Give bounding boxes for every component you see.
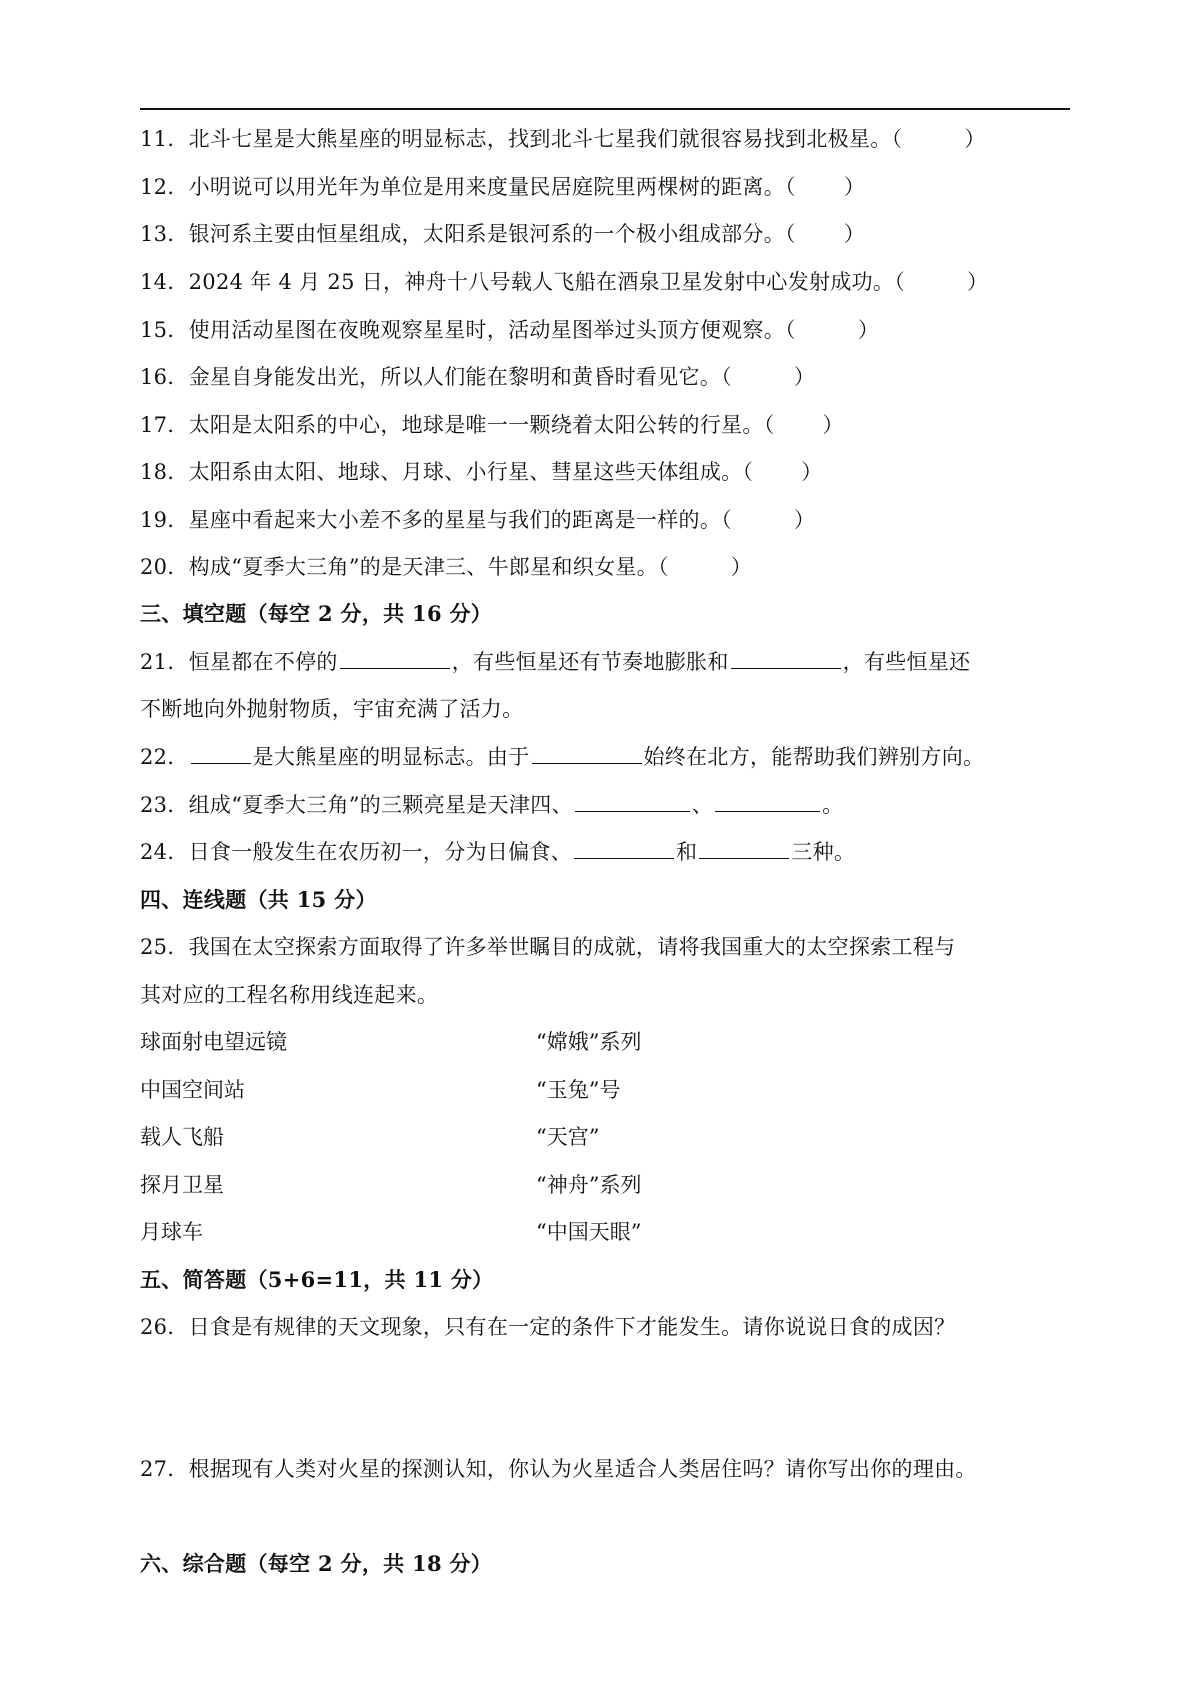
question-16: [140, 361, 1070, 393]
question-12-close: ）: [843, 175, 866, 199]
question-18-text: 18．太阳系由太阳、地球、月球、小行星、彗星这些天体组成。（: [140, 460, 754, 484]
match-left-item[interactable]: 载人飞船: [140, 1125, 224, 1149]
match-right-item[interactable]: “神舟”系列: [536, 1173, 642, 1197]
question-18-close: ）: [801, 460, 823, 484]
match-right-item[interactable]: “天宫”: [536, 1125, 600, 1149]
question-21-line2: 不断地向外抛射物质，宇宙充满了活力。: [140, 697, 524, 721]
header-rule: [140, 108, 1070, 110]
q22-blank-2[interactable]: [532, 741, 642, 764]
question-13: [140, 218, 1070, 250]
q22-part1: 22．: [140, 745, 189, 769]
q24-blank-2[interactable]: [699, 836, 789, 859]
q21-part2: ，有些恒星还有节奏地膨胀和: [451, 650, 729, 674]
question-19: [140, 504, 1070, 536]
q21-part3: ，有些恒星还: [842, 650, 971, 674]
q22-blank-1[interactable]: [191, 741, 251, 764]
section-4-heading: 四、连线题（共 15 分）: [140, 887, 377, 912]
q24-part2: 和: [676, 840, 698, 864]
question-13-close: ）: [843, 222, 866, 246]
question-15-close: ）: [857, 318, 880, 342]
question-16-text: 16．金星自身能发出光，所以人们能在黎明和黄昏时看见它。（: [140, 365, 732, 389]
q21-blank-2[interactable]: [731, 646, 841, 669]
question-15-text: 15．使用活动星图在夜晚观察星星时，活动星图举过头顶方便观察。（: [140, 318, 796, 342]
q22-part2: 是大熊星座的明显标志。由于: [252, 745, 530, 769]
question-20-text: 20．构成“夏季大三角”的是天津三、牛郎星和织女星。（: [140, 555, 669, 579]
match-right-item[interactable]: “嫦娥”系列: [536, 1030, 642, 1054]
question-22: [140, 741, 1070, 773]
q23-part3: 。: [822, 793, 844, 817]
match-left-item[interactable]: 探月卫星: [140, 1173, 224, 1197]
question-12: [140, 171, 1070, 203]
question-16-close: ）: [793, 365, 816, 389]
question-23: [140, 789, 1070, 821]
question-17-text: 17．太阳是太阳系的中心，地球是唯一一颗绕着太阳公转的行星。（: [140, 413, 775, 437]
q24-part1: 24．日食一般发生在农历初一，分为日偏食、: [140, 840, 573, 864]
question-11-close: ）: [964, 127, 986, 151]
q24-blank-1[interactable]: [574, 836, 674, 859]
match-left-item[interactable]: 月球车: [140, 1220, 203, 1244]
question-19-close: ）: [793, 508, 816, 532]
question-25-line1: 25．我国在太空探索方面取得了许多举世瞩目的成就，请将我国重大的太空探索工程与: [140, 935, 956, 959]
section-6-heading: 六、综合题（每空 2 分，共 18 分）: [140, 1551, 493, 1576]
question-11-text: 11．北斗七星是大熊星座的明显标志，找到北斗七星我们就很容易找到北极星。（: [140, 127, 903, 151]
q21-blank-1[interactable]: [340, 646, 450, 669]
match-right-item[interactable]: “玉兔”号: [536, 1078, 621, 1102]
question-12-text: 12．小明说可以用光年为单位是用来度量民居庭院里两棵树的距离。（: [140, 175, 796, 199]
question-18: [140, 456, 1070, 488]
q23-part2: 、: [691, 793, 714, 817]
question-13-text: 13．银河系主要由恒星组成，太阳系是银河系的一个极小组成部分。（: [140, 222, 796, 246]
question-24: [140, 836, 1070, 868]
match-left-item[interactable]: 球面射电望远镜: [140, 1030, 287, 1054]
q23-part1: 23．组成“夏季大三角”的三颗亮星是天津四、: [140, 793, 573, 817]
question-25-line2: 其对应的工程名称用线连起来。: [140, 983, 439, 1007]
question-27: 27．根据现有人类对火星的探测认知，你认为火星适合人类居住吗？请你写出你的理由。: [140, 1457, 977, 1481]
question-11: [140, 123, 1070, 155]
q23-blank-1[interactable]: [575, 789, 690, 812]
q24-part3: 三种。: [791, 840, 856, 864]
question-17-close: ）: [822, 413, 844, 437]
question-14-text: 14．2024 年 4 月 25 日，神舟十八号载人飞船在酒泉卫星发射中心发射成功。（: [140, 270, 906, 294]
section-5-heading: 五、简答题（5+6=11，共 11 分）: [140, 1267, 494, 1292]
match-left-item[interactable]: 中国空间站: [140, 1078, 245, 1102]
q21-part1: 21．恒星都在不停的: [140, 650, 338, 674]
question-17: [140, 409, 1070, 441]
question-15: [140, 314, 1070, 346]
match-right-item[interactable]: “中国天眼”: [536, 1220, 642, 1244]
question-26: 26．日食是有规律的天文现象，只有在一定的条件下才能发生。请你说说日食的成因？: [140, 1315, 956, 1339]
q22-part3: 始终在北方，能帮助我们辨别方向。: [643, 745, 985, 769]
question-14-close: ）: [967, 270, 989, 294]
question-20: [140, 551, 1070, 583]
section-3-heading: 三、填空题（每空 2 分，共 16 分）: [140, 601, 493, 626]
q23-blank-2[interactable]: [715, 789, 820, 812]
question-14: [140, 266, 1070, 298]
question-20-close: ）: [730, 555, 753, 579]
question-21-line1: [140, 646, 1070, 678]
question-19-text: 19．星座中看起来大小差不多的星星与我们的距离是一样的。（: [140, 508, 732, 532]
